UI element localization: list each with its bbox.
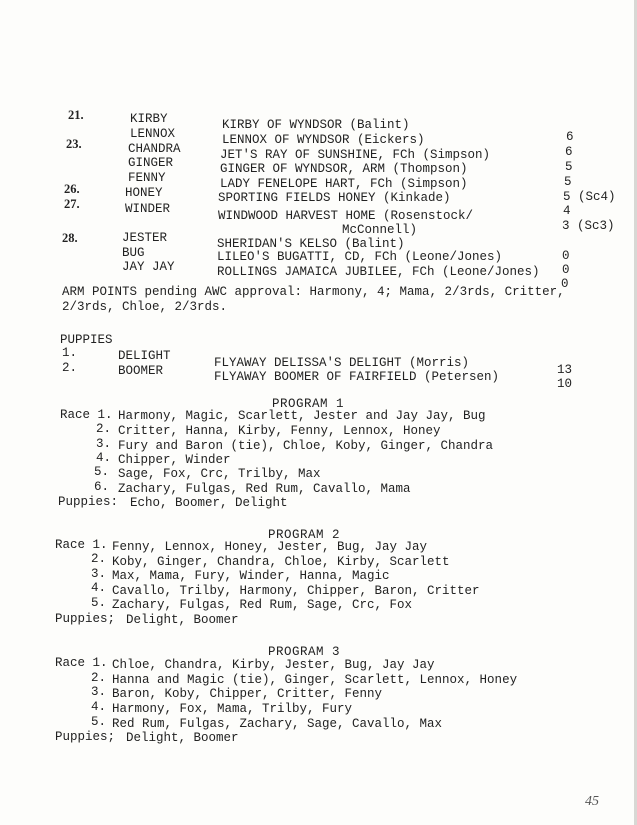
entry-number: 26. — [64, 182, 80, 196]
call-name: FENNY — [128, 171, 166, 185]
registered-name: ROLLINGS JAMAICA JUBILEE, FCh (Leone/Jones) — [217, 265, 540, 279]
call-name: JAY JAY — [122, 260, 175, 274]
call-name: GINGER — [128, 156, 174, 170]
points: 6 — [566, 130, 574, 144]
points: 0 — [561, 277, 569, 291]
points: 3 (Sc3) — [562, 219, 615, 233]
registered-name: SHERIDAN'S KELSO (Balint) — [217, 237, 405, 251]
puppies-label: Puppies; — [55, 730, 116, 744]
program-title: PROGRAM 2 — [268, 528, 341, 542]
race-label: 2. — [91, 671, 107, 685]
registered-name: FLYAWAY DELISSA'S DELIGHT (Morris) — [214, 356, 470, 370]
registered-name: WINDWOOD HARVEST HOME (Rosenstock/ — [218, 209, 474, 223]
registered-name: JET'S RAY OF SUNSHINE, FCh (Simpson) — [220, 148, 491, 162]
registered-name: LADY FENELOPE HART, FCh (Simpson) — [220, 177, 468, 191]
entry-number: 2. — [62, 361, 78, 375]
entry-number: 23. — [66, 137, 82, 151]
program-title: PROGRAM 3 — [268, 645, 341, 659]
points: 10 — [557, 377, 573, 391]
entry-number: 27. — [64, 197, 80, 211]
race-label: 2. — [91, 552, 107, 566]
puppies-entries: Delight, Boomer — [126, 731, 239, 745]
race-entries: Harmony, Magic, Scarlett, Jester and Jay Jay, Bug — [118, 409, 486, 423]
race-entries: Hanna and Magic (tie), Ginger, Scarlett, Lennox, Honey — [112, 673, 518, 687]
race-label: 3. — [91, 685, 107, 699]
puppies-entries: Echo, Boomer, Delight — [130, 496, 288, 510]
race-label: Race 1. — [55, 538, 108, 552]
call-name: BOOMER — [118, 364, 164, 378]
race-label: Race 1. — [60, 408, 113, 422]
race-label: 5. — [94, 465, 110, 479]
race-label: 6. — [94, 480, 110, 494]
race-entries: Red Rum, Fulgas, Zachary, Sage, Cavallo, Max — [112, 717, 443, 731]
points: 4 — [563, 204, 571, 218]
race-entries: Chloe, Chandra, Kirby, Jester, Bug, Jay Jay — [112, 658, 435, 672]
points: 5 (Sc4) — [563, 190, 616, 204]
call-name: WINDER — [125, 202, 171, 216]
race-entries: Zachary, Fulgas, Red Rum, Sage, Crc, Fox — [112, 598, 413, 612]
race-entries: Critter, Hanna, Kirby, Fenny, Lennox, Honey — [118, 424, 441, 438]
race-entries: Baron, Koby, Chipper, Critter, Fenny — [112, 687, 383, 701]
race-label: 5. — [91, 596, 107, 610]
call-name: KIRBY — [130, 112, 168, 126]
race-entries: Cavallo, Trilby, Harmony, Chipper, Baron, Critter — [112, 584, 480, 598]
puppies-entries: Delight, Boomer — [126, 613, 239, 627]
race-label: 4. — [91, 700, 107, 714]
registered-name: LILEO'S BUGATTI, CD, FCh (Leone/Jones) — [217, 250, 503, 264]
race-entries: Fury and Baron (tie), Chloe, Koby, Ginger, Chandra — [118, 439, 494, 453]
race-entries: Chipper, Winder — [118, 453, 231, 467]
puppies-label: Puppies; — [55, 612, 116, 626]
entry-number: 1. — [62, 346, 78, 360]
points: 5 — [565, 160, 573, 174]
registered-name: KIRBY OF WYNDSOR (Balint) — [222, 118, 410, 132]
registered-name-continued: McConnell) — [342, 223, 418, 237]
race-label: Race 1. — [55, 656, 108, 670]
call-name: HONEY — [125, 186, 163, 200]
registered-name: LENNOX OF WYNDSOR (Eickers) — [222, 133, 425, 147]
points: 13 — [557, 363, 573, 377]
registered-name: SPORTING FIELDS HONEY (Kinkade) — [218, 191, 451, 205]
points: 5 — [564, 175, 572, 189]
entry-number: 28. — [62, 231, 78, 245]
puppies-label: Puppies: — [58, 495, 119, 509]
arm-points-note: ARM POINTS pending AWC approval: Harmony, 4; Mama, 2/3rds, Critter, 2/3rds, Chloe, 2/3rds. — [62, 285, 565, 314]
page-number: 45 — [585, 794, 599, 809]
call-name: LENNOX — [130, 127, 176, 141]
race-label: 3. — [96, 437, 112, 451]
race-entries: Max, Mama, Fury, Winder, Hanna, Magic — [112, 569, 390, 583]
race-label: 4. — [91, 581, 107, 595]
race-entries: Zachary, Fulgas, Red Rum, Cavallo, Mama — [118, 482, 411, 496]
program-title: PROGRAM 1 — [272, 397, 345, 411]
race-label: 5. — [91, 715, 107, 729]
puppies-heading: PUPPIES — [60, 333, 113, 347]
points: 0 — [562, 249, 570, 263]
call-name: JESTER — [122, 231, 168, 245]
race-entries: Fenny, Lennox, Honey, Jester, Bug, Jay Jay — [112, 540, 428, 554]
call-name: BUG — [122, 246, 145, 260]
race-label: 3. — [91, 567, 107, 581]
points: 0 — [562, 263, 570, 277]
points: 6 — [565, 145, 573, 159]
race-entries: Harmony, Fox, Mama, Trilby, Fury — [112, 702, 353, 716]
race-entries: Sage, Fox, Crc, Trilby, Max — [118, 467, 321, 481]
call-name: DELIGHT — [118, 349, 171, 363]
registered-name: FLYAWAY BOOMER OF FAIRFIELD (Petersen) — [214, 370, 500, 384]
call-name: CHANDRA — [128, 142, 181, 156]
race-label: 4. — [96, 451, 112, 465]
race-label: 2. — [96, 422, 112, 436]
entry-number: 21. — [68, 108, 84, 122]
registered-name: GINGER OF WYNDSOR, ARM (Thompson) — [220, 162, 468, 176]
race-entries: Koby, Ginger, Chandra, Chloe, Kirby, Scarlett — [112, 555, 450, 569]
